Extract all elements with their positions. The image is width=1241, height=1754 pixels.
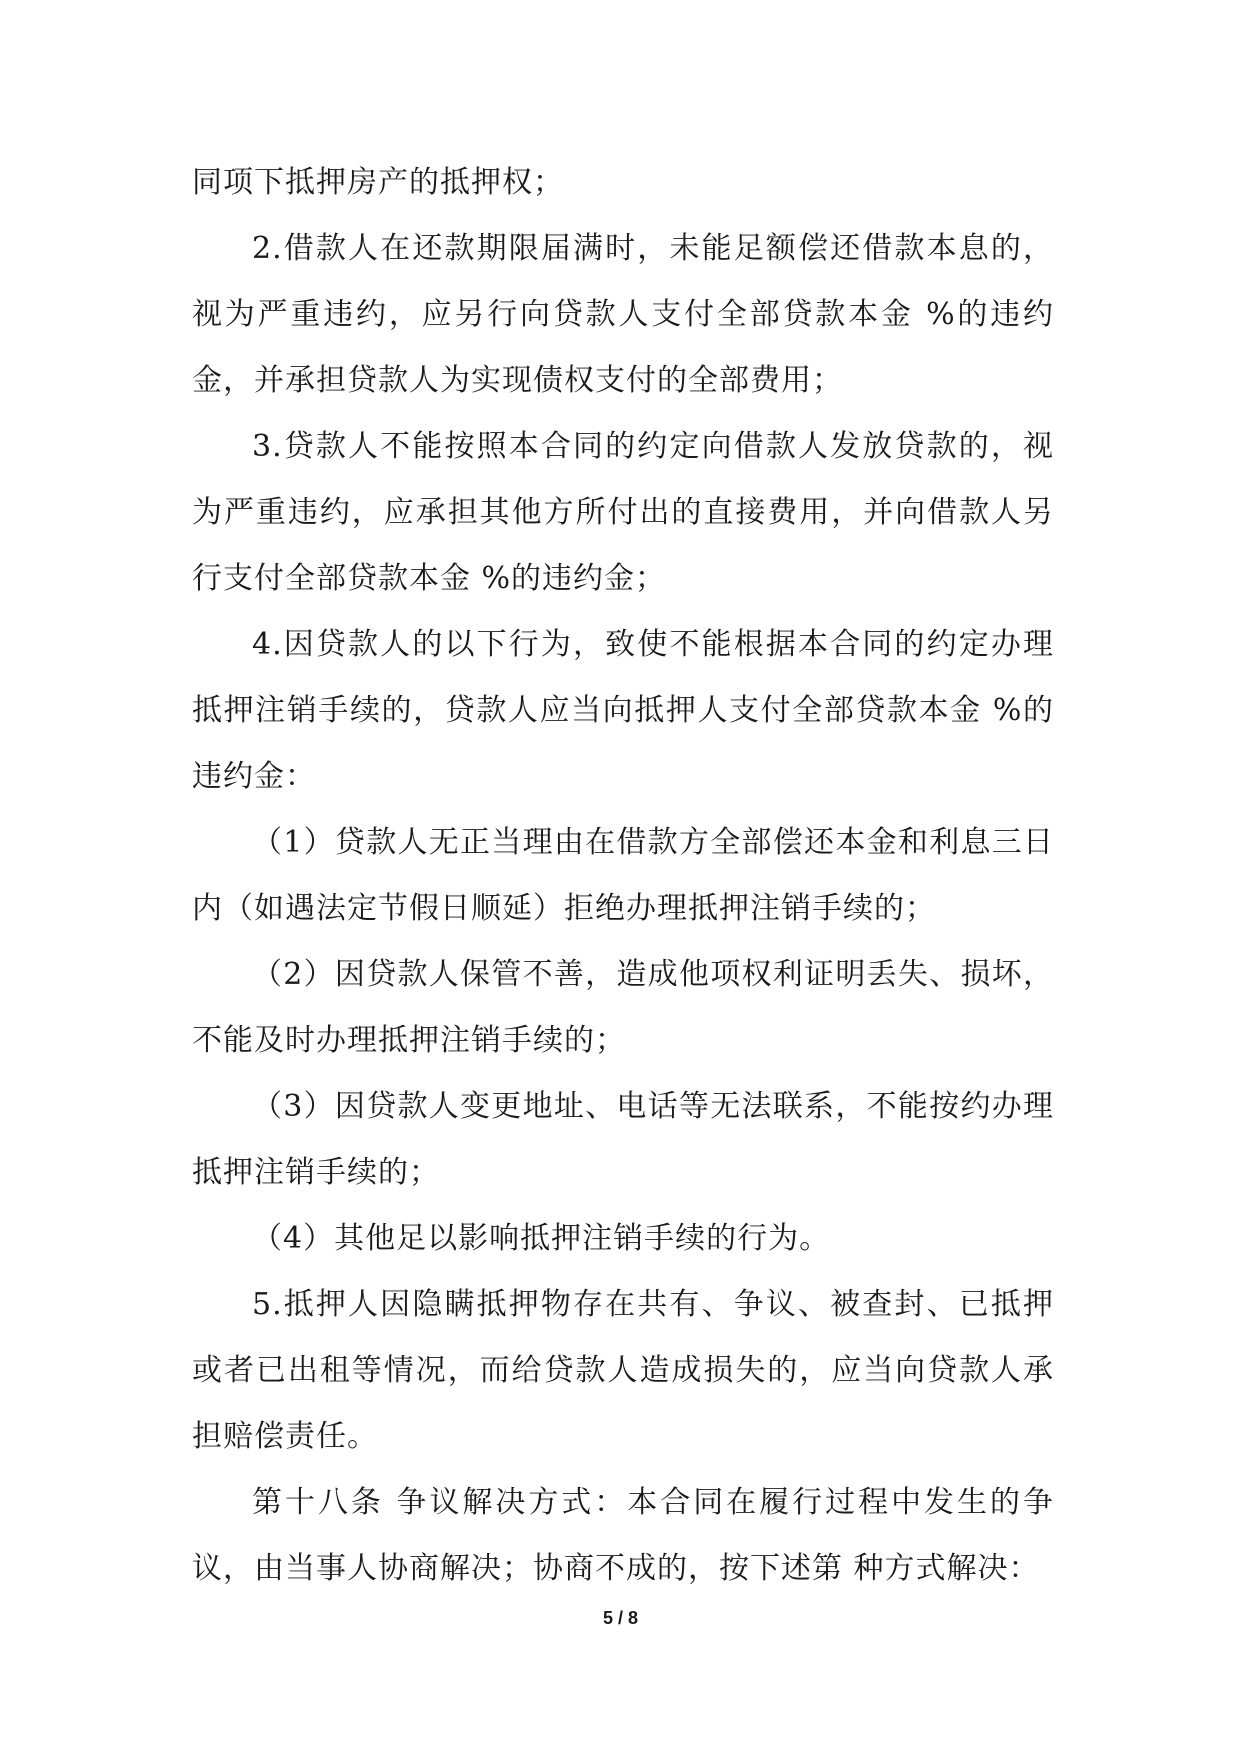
document-body bbox=[192, 150, 1054, 1602]
paragraph-article-18: 第十八条 争议解决方式：本合同在履行过程中发生的争议，由当事人协商解决；协商不成的，按下述第 种方式解决： bbox=[192, 1485, 1054, 1586]
paragraph-clause-5: 5.抵押人因隐瞒抵押物存在共有、争议、被查封、已抵押或者已出租等情况，而给贷款人造成损失的，应当向贷款人承担赔偿责任。 bbox=[192, 1287, 1054, 1454]
paragraph-mortgage-right: 同项下抵押房产的抵押权； bbox=[192, 165, 564, 200]
paragraph-item-3: （3）因贷款人变更地址、电话等无法联系，不能按约办理抵押注销手续的； bbox=[192, 1089, 1054, 1190]
paragraph-item-1: （1）贷款人无正当理由在借款方全部偿还本金和利息三日内（如遇法定节假日顺延）拒绝办理抵押注销手续的； bbox=[192, 825, 1054, 926]
paragraph-clause-4: 4.因贷款人的以下行为，致使不能根据本合同的约定办理抵押注销手续的，贷款人应当向抵押人支付全部贷款本金 %的违约金： bbox=[192, 627, 1054, 794]
paragraph-clause-3: 3.贷款人不能按照本合同的约定向借款人发放贷款的，视为严重违约，应承担其他方所付出的直接费用，并向借款人另行支付全部贷款本金 %的违约金； bbox=[192, 429, 1054, 596]
paragraph-clause-2: 2.借款人在还款期限届满时，未能足额偿还借款本息的，视为严重违约，应另行向贷款人支付全部贷款本金 %的违约金，并承担贷款人为实现债权支付的全部费用； bbox=[192, 231, 1054, 398]
page-number: 5 / 8 bbox=[602, 1608, 639, 1628]
paragraph-item-4: （4）其他足以影响抵押注销手续的行为。 bbox=[252, 1221, 831, 1256]
paragraph-item-2: （2）因贷款人保管不善，造成他项权利证明丢失、损坏，不能及时办理抵押注销手续的； bbox=[192, 957, 1054, 1058]
